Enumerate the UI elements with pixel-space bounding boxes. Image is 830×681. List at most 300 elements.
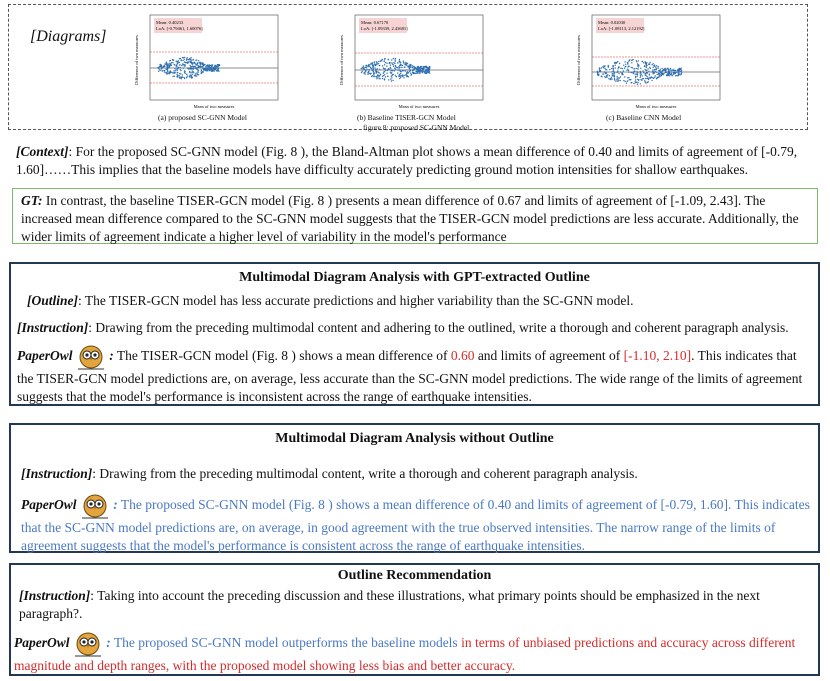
scatter-point — [394, 68, 395, 69]
scatter-point — [666, 74, 667, 75]
scatter-point — [371, 68, 372, 69]
scatter-point — [190, 61, 191, 62]
scatter-point — [372, 70, 373, 71]
scatter-point — [215, 65, 216, 66]
scatter-point — [604, 65, 605, 66]
scatter-point — [200, 66, 201, 67]
scatter-point — [382, 65, 383, 66]
context-paragraph — [16, 143, 816, 179]
scatter-point — [429, 66, 430, 67]
scatter-point — [615, 67, 616, 68]
scatter-point — [187, 75, 188, 76]
box2-instruction-label: [Instruction] — [21, 466, 93, 481]
scatter-point — [391, 59, 392, 60]
plot-b — [335, 10, 485, 132]
scatter-point — [617, 61, 618, 62]
scatter-point — [179, 73, 180, 74]
scatter-point — [645, 78, 646, 79]
scatter-point — [195, 60, 196, 61]
scatter-point — [376, 77, 377, 78]
scatter-point — [679, 70, 680, 71]
scatter-point — [661, 72, 662, 73]
scatter-point — [400, 75, 401, 76]
scatter-point — [399, 60, 400, 61]
scatter-point — [385, 76, 386, 77]
scatter-point — [613, 69, 614, 70]
scatter-point — [191, 76, 192, 77]
scatter-point — [379, 65, 380, 66]
scatter-point — [398, 68, 399, 69]
box1-resp-a: The TISER-GCN model (Fig. 8 ) shows a mean difference of — [113, 348, 451, 364]
scatter-point — [605, 77, 606, 78]
scatter-point — [659, 76, 660, 77]
scatter-point — [393, 64, 394, 65]
scatter-point — [403, 70, 404, 71]
scatter-point — [660, 70, 661, 71]
scatter-point — [620, 80, 621, 81]
scatter-point — [167, 65, 168, 66]
scatter-point — [415, 73, 416, 74]
scatter-point — [172, 59, 173, 60]
scatter-point — [205, 69, 206, 70]
scatter-point — [390, 65, 391, 66]
scatter-point — [606, 75, 607, 76]
scatter-point — [620, 68, 621, 69]
scatter-point — [619, 63, 620, 64]
scatter-point — [642, 75, 643, 76]
plot-b-xlabel: Mean of two measures — [398, 104, 440, 109]
scatter-point — [624, 61, 625, 62]
scatter-point — [176, 66, 177, 67]
scatter-point — [629, 60, 630, 61]
scatter-point — [169, 60, 170, 61]
scatter-point — [189, 65, 190, 66]
scatter-point — [669, 75, 670, 76]
scatter-point — [628, 77, 629, 78]
scatter-point — [625, 81, 626, 82]
scatter-point — [416, 71, 417, 72]
scatter-point — [643, 78, 644, 79]
scatter-point — [384, 71, 385, 72]
scatter-point — [429, 67, 430, 68]
scatter-point — [646, 73, 647, 74]
scatter-point — [680, 71, 681, 72]
scatter-point — [652, 73, 653, 74]
scatter-point — [616, 72, 617, 73]
scatter-point — [158, 71, 159, 72]
scatter-point — [387, 70, 388, 71]
scatter-point — [636, 82, 637, 83]
analysis-with-outline-box — [9, 262, 820, 406]
scatter-point — [176, 70, 177, 71]
scatter-point — [420, 66, 421, 67]
scatter-point — [638, 66, 639, 67]
scatter-point — [181, 65, 182, 66]
scatter-point — [369, 73, 370, 74]
scatter-point — [617, 81, 618, 82]
box3-resp-blue: The proposed SC-GNN model outperforms the baseline models — [110, 635, 458, 651]
scatter-point — [643, 62, 644, 63]
scatter-point — [636, 60, 637, 61]
scatter-point — [624, 76, 625, 77]
scatter-point — [393, 62, 394, 63]
scatter-point — [188, 61, 189, 62]
scatter-point — [182, 60, 183, 61]
scatter-point — [615, 81, 616, 82]
scatter-point — [409, 70, 410, 71]
scatter-point — [611, 77, 612, 78]
scatter-point — [391, 75, 392, 76]
scatter-point — [406, 65, 407, 66]
box1-outline — [27, 292, 807, 310]
scatter-point — [399, 67, 400, 68]
scatter-point — [167, 67, 168, 68]
scatter-point — [387, 76, 388, 77]
scatter-point — [634, 68, 635, 69]
scatter-point — [383, 73, 384, 74]
scatter-point — [392, 80, 393, 81]
scatter-point — [378, 63, 379, 64]
scatter-point — [633, 83, 634, 84]
scatter-point — [679, 68, 680, 69]
scatter-point — [191, 75, 192, 76]
scatter-point — [647, 78, 648, 79]
scatter-point — [395, 65, 396, 66]
scatter-point — [192, 59, 193, 60]
scatter-point — [417, 68, 418, 69]
scatter-point — [402, 65, 403, 66]
scatter-point — [179, 67, 180, 68]
scatter-point — [654, 66, 655, 67]
box1-resp-mean: 0.60 — [450, 348, 475, 364]
scatter-point — [421, 68, 422, 69]
scatter-point — [182, 77, 183, 78]
scatter-point — [373, 76, 374, 77]
scatter-point — [400, 77, 401, 78]
scatter-point — [616, 79, 617, 80]
scatter-point — [646, 66, 647, 67]
scatter-point — [654, 77, 655, 78]
scatter-point — [176, 61, 177, 62]
scatter-point — [203, 68, 204, 69]
scatter-point — [655, 69, 656, 70]
scatter-point — [401, 67, 402, 68]
scatter-point — [177, 68, 178, 69]
scatter-point — [191, 62, 192, 63]
scatter-point — [182, 63, 183, 64]
scatter-point — [637, 84, 638, 85]
scatter-point — [369, 66, 370, 67]
scatter-point — [363, 65, 364, 66]
scatter-point — [640, 68, 641, 69]
scatter-point — [382, 59, 383, 60]
scatter-point — [164, 70, 165, 71]
scatter-point — [167, 71, 168, 72]
scatter-point — [646, 76, 647, 77]
scatter-point — [191, 57, 192, 58]
scatter-point — [409, 68, 410, 69]
scatter-point — [378, 78, 379, 79]
scatter-point — [376, 61, 377, 62]
scatter-point — [623, 70, 624, 71]
scatter-point — [651, 64, 652, 65]
plot-c — [572, 10, 722, 122]
scatter-point — [637, 76, 638, 77]
scatter-point — [659, 73, 660, 74]
scatter-point — [170, 64, 171, 65]
owl-icon — [73, 631, 103, 657]
scatter-point — [612, 71, 613, 72]
box3-response — [14, 631, 814, 675]
scatter-point — [383, 68, 384, 69]
scatter-point — [427, 69, 428, 70]
box2-title: Multimodal Diagram Analysis without Outline — [275, 431, 554, 446]
scatter-point — [410, 65, 411, 66]
scatter-point — [395, 75, 396, 76]
scatter-point — [417, 72, 418, 73]
box1-resp-c: . This indicates that the TISER-GCN model predictions are, on average, less accurate than the SC-GNN model predictions. The wide range of the limits of agreement suggests that the model's performance is inconsistent across the range of earthquake intensities. — [17, 348, 803, 404]
scatter-point — [425, 70, 426, 71]
scatter-point — [631, 67, 632, 68]
scatter-point — [203, 64, 204, 65]
scatter-point — [657, 74, 658, 75]
scatter-point — [391, 70, 392, 71]
scatter-point — [167, 64, 168, 65]
scatter-point — [658, 73, 659, 74]
scatter-point — [641, 74, 642, 75]
scatter-point — [612, 73, 613, 74]
scatter-point — [169, 63, 170, 64]
scatter-point — [645, 75, 646, 76]
scatter-point — [661, 73, 662, 74]
scatter-point — [384, 79, 385, 80]
scatter-point — [386, 62, 387, 63]
scatter-point — [410, 74, 411, 75]
scatter-point — [397, 62, 398, 63]
scatter-point — [423, 66, 424, 67]
scatter-point — [409, 71, 410, 72]
scatter-point — [177, 72, 178, 73]
scatter-point — [640, 83, 641, 84]
scatter-point — [663, 69, 664, 70]
scatter-point — [648, 79, 649, 80]
scatter-point — [634, 71, 635, 72]
outline-recommendation-box — [9, 563, 820, 676]
scatter-point — [396, 76, 397, 77]
scatter-point — [397, 72, 398, 73]
scatter-point — [654, 69, 655, 70]
scatter-point — [368, 69, 369, 70]
scatter-point — [184, 71, 185, 72]
scatter-point — [651, 80, 652, 81]
scatter-point — [609, 69, 610, 70]
scatter-point — [412, 67, 413, 68]
scatter-point — [608, 78, 609, 79]
scatter-point — [619, 77, 620, 78]
scatter-point — [178, 75, 179, 76]
scatter-point — [373, 68, 374, 69]
scatter-point — [612, 75, 613, 76]
scatter-point — [421, 71, 422, 72]
scatter-point — [378, 72, 379, 73]
scatter-point — [622, 68, 623, 69]
scatter-point — [655, 66, 656, 67]
box1-resp-b: and limits of agreement of — [474, 348, 624, 364]
scatter-point — [217, 66, 218, 67]
scatter-point — [605, 72, 606, 73]
scatter-point — [615, 65, 616, 66]
scatter-point — [631, 82, 632, 83]
scatter-point — [628, 70, 629, 71]
scatter-point — [174, 76, 175, 77]
scatter-point — [187, 62, 188, 63]
scatter-point — [426, 72, 427, 73]
scatter-point — [640, 77, 641, 78]
scatter-point — [674, 71, 675, 72]
scatter-point — [210, 69, 211, 70]
scatter-point — [625, 64, 626, 65]
plot-a-mean: Mean: 0.40233 — [156, 20, 184, 25]
box1-instruction — [17, 319, 817, 337]
scatter-point — [408, 72, 409, 73]
scatter-point — [202, 63, 203, 64]
scatter-point — [418, 67, 419, 68]
scatter-point — [209, 64, 210, 65]
scatter-point — [602, 66, 603, 67]
scatter-point — [184, 78, 185, 79]
scatter-point — [161, 65, 162, 66]
scatter-point — [599, 68, 600, 69]
scatter-point — [373, 74, 374, 75]
scatter-point — [645, 81, 646, 82]
plot-a-svg — [130, 10, 280, 110]
plot-b-loa: LoA: [-1.09339, 2.43681] — [361, 26, 408, 31]
scatter-point — [620, 76, 621, 77]
scatter-point — [413, 69, 414, 70]
scatter-point — [388, 79, 389, 80]
scatter-point — [642, 61, 643, 62]
box3-instruction-text: : Taking into account the preceding discussion and these illustrations, what primary points should be emphasized in the next paragraph?. — [19, 588, 760, 621]
scatter-point — [164, 63, 165, 64]
gt-label: GT: — [21, 193, 43, 208]
scatter-point — [203, 69, 204, 70]
scatter-point — [197, 74, 198, 75]
scatter-point — [668, 69, 669, 70]
scatter-point — [174, 64, 175, 65]
scatter-point — [637, 82, 638, 83]
scatter-point — [428, 72, 429, 73]
scatter-point — [653, 67, 654, 68]
scatter-point — [194, 66, 195, 67]
scatter-point — [376, 63, 377, 64]
scatter-point — [375, 64, 376, 65]
scatter-point — [649, 63, 650, 64]
scatter-point — [211, 68, 212, 69]
scatter-point — [669, 73, 670, 74]
scatter-point — [386, 73, 387, 74]
scatter-point — [398, 66, 399, 67]
scatter-point — [640, 75, 641, 76]
box1-title: Multimodal Diagram Analysis with GPT-extracted Outline — [239, 270, 590, 285]
scatter-point — [391, 72, 392, 73]
scatter-point — [367, 73, 368, 74]
scatter-point — [626, 83, 627, 84]
scatter-point — [374, 67, 375, 68]
scatter-point — [167, 73, 168, 74]
scatter-point — [177, 75, 178, 76]
scatter-point — [406, 74, 407, 75]
scatter-point — [419, 72, 420, 73]
scatter-point — [640, 79, 641, 80]
scatter-point — [634, 73, 635, 74]
scatter-point — [637, 72, 638, 73]
scatter-point — [181, 78, 182, 79]
scatter-point — [656, 72, 657, 73]
box3-instruction — [19, 587, 814, 623]
scatter-point — [635, 81, 636, 82]
scatter-point — [186, 58, 187, 59]
box1-owl-label: PaperOwl — [17, 348, 73, 364]
scatter-point — [375, 76, 376, 77]
scatter-point — [640, 71, 641, 72]
scatter-point — [210, 67, 211, 68]
scatter-point — [628, 66, 629, 67]
box2-response — [21, 493, 813, 555]
scatter-point — [159, 64, 160, 65]
scatter-point — [201, 70, 202, 71]
scatter-point — [636, 68, 637, 69]
scatter-point — [383, 60, 384, 61]
scatter-point — [391, 80, 392, 81]
scatter-point — [193, 68, 194, 69]
scatter-point — [407, 76, 408, 77]
scatter-point — [189, 76, 190, 77]
scatter-point — [661, 68, 662, 69]
scatter-point — [655, 71, 656, 72]
scatter-point — [195, 73, 196, 74]
scatter-point — [601, 76, 602, 77]
scatter-point — [177, 62, 178, 63]
box1-response — [17, 344, 813, 406]
scatter-point — [158, 68, 159, 69]
plot-c-xlabel: Mean of two measures — [635, 104, 677, 109]
context-text: : For the proposed SC-GNN model (Fig. 8 ), the Bland-Altman plot shows a mean difference of 0.40 and limits of agreement of [-0.79, 1.60]……This implies that the baseline models have difficulty accurately predicting ground motion intensities for shallow earthquakes. — [16, 144, 798, 177]
scatter-point — [638, 64, 639, 65]
scatter-point — [382, 78, 383, 79]
scatter-point — [631, 62, 632, 63]
scatter-point — [678, 73, 679, 74]
scatter-point — [645, 63, 646, 64]
scatter-point — [399, 62, 400, 63]
scatter-point — [197, 62, 198, 63]
scatter-point — [678, 71, 679, 72]
scatter-point — [178, 60, 179, 61]
scatter-point — [172, 76, 173, 77]
scatter-point — [197, 71, 198, 72]
scatter-point — [410, 67, 411, 68]
scatter-point — [635, 79, 636, 80]
scatter-point — [614, 79, 615, 80]
scatter-point — [363, 68, 364, 69]
scatter-point — [651, 77, 652, 78]
diagrams-label: [Diagrams] — [30, 28, 107, 45]
scatter-point — [365, 70, 366, 71]
scatter-point — [614, 76, 615, 77]
scatter-point — [161, 68, 162, 69]
scatter-point — [208, 68, 209, 69]
scatter-point — [613, 74, 614, 75]
scatter-point — [660, 69, 661, 70]
